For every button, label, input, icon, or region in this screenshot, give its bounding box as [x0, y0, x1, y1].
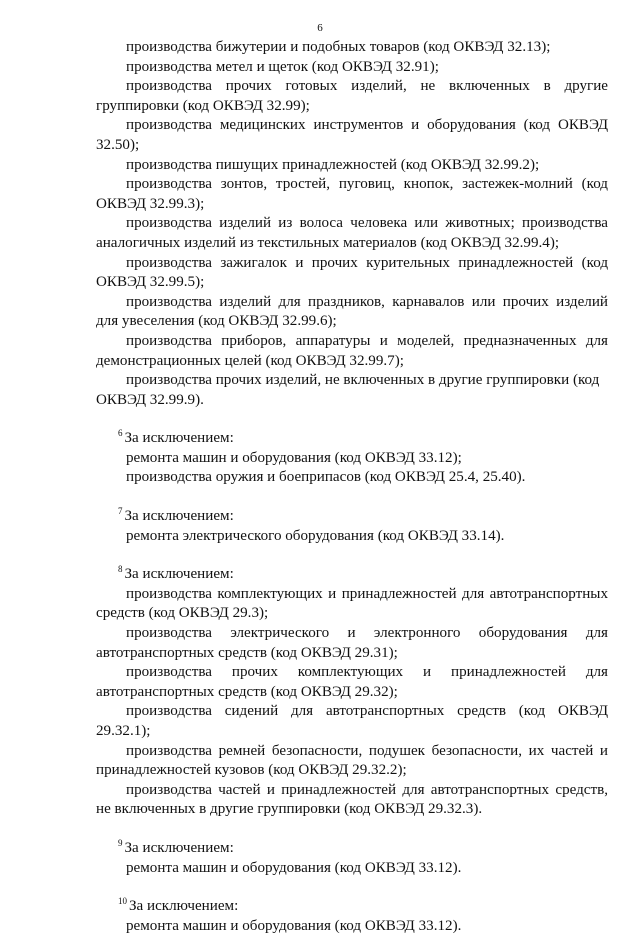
activity-list: [96, 38, 608, 410]
list-item: ремонта электрического оборудования (код ОКВЭД 33.14).: [126, 527, 505, 544]
footnote-10: [96, 897, 608, 936]
list-item: производства сидений для автотранспортных средств (код ОКВЭД 29.32.1);: [96, 703, 608, 739]
list-item: ремонта машин и оборудования (код ОКВЭД 33.12);: [126, 449, 462, 466]
list-item: ремонта машин и оборудования (код ОКВЭД 33.12).: [126, 859, 462, 876]
list-item: производства метел и щеток (код ОКВЭД 32.91);: [126, 58, 439, 75]
footnote-number: 6: [118, 428, 123, 439]
list-item: производства частей и принадлежностей для автотранспортных средств, не включенных в другие группировки (код ОКВЭД 29.32.3).: [96, 781, 608, 818]
list-item: производства оружия и боеприпасов (код ОКВЭД 25.4, 25.40).: [126, 469, 526, 486]
list-item: производства пишущих принадлежностей (код ОКВЭД 32.99.2);: [126, 156, 540, 173]
footnote-heading: $^8$ За исключением:: [118, 564, 234, 583]
list-item: производства прочих комплектующих и принадлежностей для автотранспортных средств (код ОКВЭД 29.32);: [96, 664, 608, 700]
footnote-number: 8: [118, 564, 123, 575]
footnote-heading: $^9$ За исключением:: [118, 837, 234, 856]
document-body: [96, 38, 608, 936]
list-item: производства бижутерии и подобных товаров (код ОКВЭД 32.13);: [126, 39, 551, 55]
footnote-heading: $^{10}$ За исключением:: [118, 896, 239, 915]
footnote-number: 9: [118, 837, 123, 848]
list-item: производства приборов, аппаратуры и моделей, предназначенных для демонстрационных целей (код ОКВЭД 32.99.7);: [96, 332, 608, 369]
list-item: производства зонтов, тростей, пуговиц, кнопок, застежек-молний (код ОКВЭД 32.99.3);: [96, 176, 608, 212]
footnote-heading: $^6$ За исключением:: [118, 428, 234, 447]
list-item: производства прочих готовых изделий, не включенных в другие группировки (код ОКВЭД 32.99);: [96, 78, 608, 114]
list-item: производства зажигалок и прочих курительных принадлежностей (код ОКВЭД 32.99.5);: [96, 254, 608, 291]
list-item: производства прочих изделий, не включенных в другие группировки (код ОКВЭД 32.99.9).: [96, 372, 600, 408]
list-item: производства изделий из волоса человека или животных; производства аналогичных изделий из текстильных материалов (код ОКВЭД 32.99.4);: [96, 215, 608, 251]
footnote-7: [96, 507, 608, 546]
list-item: производства изделий для праздников, карнавалов или прочих изделий для увеселения (код ОКВЭД 32.99.6);: [96, 293, 608, 330]
list-item: производства электрического и электронного оборудования для автотранспортных средств (код ОКВЭД 29.31);: [96, 625, 608, 661]
list-item: производства ремней безопасности, подушек безопасности, их частей и принадлежностей кузовов (код ОКВЭД 29.32.2);: [96, 742, 608, 779]
footnote-9: [96, 839, 608, 878]
list-item: ремонта машин и оборудования (код ОКВЭД 33.12).: [126, 917, 462, 934]
list-item: производства медицинских инструментов и оборудования (код ОКВЭД 32.50);: [96, 117, 608, 153]
footnote-number: 10: [118, 896, 127, 907]
footnote-heading: $^7$ За исключением:: [118, 506, 234, 525]
list-item: производства комплектующих и принадлежностей для автотранспортных средств (код ОКВЭД 29.3);: [96, 585, 608, 622]
page-number: 6: [317, 22, 323, 34]
footnote-number: 7: [118, 506, 123, 517]
footnote-8: [96, 565, 608, 820]
footnote-6: [96, 429, 608, 488]
